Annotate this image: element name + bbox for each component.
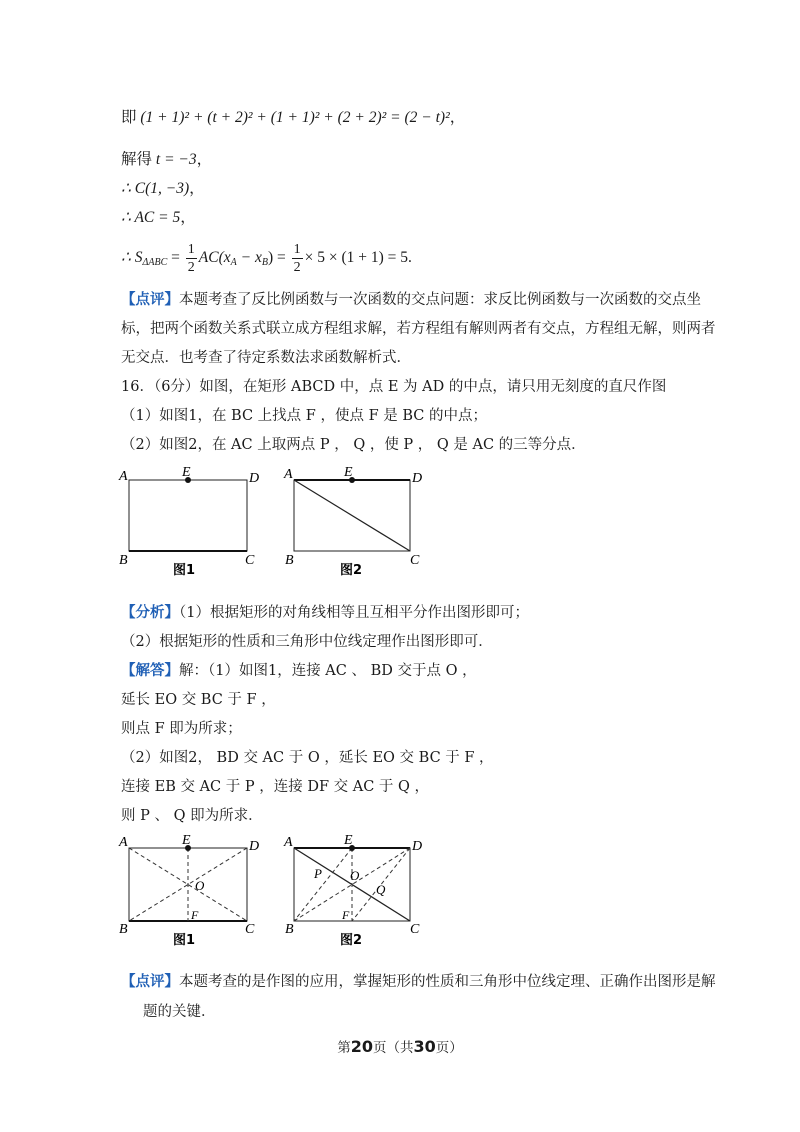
problem16-line2: （1）如图1，在 BC 上找点 F ，使点 F 是 BC 的中点； <box>121 408 487 424</box>
area-sub-b: B <box>261 257 268 268</box>
comment1-text1: 本题考查了反比例函数与一次函数的交点问题：求反比例函数与一次函数的交点坐 <box>179 292 701 308</box>
footer-post: 页） <box>435 1040 463 1056</box>
label-o: O <box>350 868 360 883</box>
label-b: B <box>119 922 128 937</box>
label-a: A <box>119 835 128 850</box>
label-d: D <box>249 839 260 854</box>
label-b: B <box>285 922 294 937</box>
area-fraction-2 <box>292 241 303 276</box>
area-fraction-1 <box>186 241 197 276</box>
label-e: E <box>182 833 191 848</box>
fraction-denominator: 2 <box>187 259 195 275</box>
label-d: D <box>249 471 260 486</box>
comment2-text1: 本题考查的是作图的应用，掌握矩形的性质和三角形中位线定理、正确作出图形是解 <box>179 974 716 990</box>
footer-mid: 页（共 <box>373 1040 414 1056</box>
label-b: B <box>119 553 128 568</box>
answer-line5: 连接 EB 交 AC 于 P ，连接 DF 交 AC 于 Q ， <box>121 779 430 795</box>
problem16-line3: （2）如图2，在 AC 上取两点 P ， Q ，使 P ， Q 是 AC 的三等分点． <box>121 437 586 453</box>
comment1-line2: 标，把两个函数关系式联立成方程组求解，若方程组有解则两者有交点，方程组无解，则两者 <box>121 321 716 337</box>
analysis-line1 <box>121 603 529 623</box>
fraction-numerator: 1 <box>293 241 301 257</box>
answer-line1 <box>121 661 477 681</box>
problem-figure-2 <box>280 460 440 578</box>
point-c-line <box>121 179 205 199</box>
point-c-formula: ∴ C(1, −3) <box>121 180 190 197</box>
label-e: E <box>344 833 353 848</box>
label-d: D <box>412 471 423 486</box>
comment1-line1 <box>121 290 701 310</box>
label-c: C <box>410 553 420 568</box>
answer-tag: 【解答】 <box>121 662 179 679</box>
area-minus: − x <box>236 249 262 266</box>
label-o: O <box>195 878 205 893</box>
answer-line6: 则 P 、 Q 即为所求． <box>121 808 263 824</box>
area-prefix: ∴ S <box>121 249 143 266</box>
area-sub-a: A <box>230 257 237 268</box>
analysis-text1: （1）根据矩形的对角线相等且互相平分作出图形即可； <box>179 605 529 621</box>
label-e: E <box>344 465 353 480</box>
problem-figure-1 <box>115 460 275 578</box>
figure-caption-1: 图1 <box>173 933 196 948</box>
equation-prefix: 即 <box>121 109 137 126</box>
figure-caption-2: 图2 <box>340 933 363 948</box>
label-f: F <box>342 908 350 922</box>
answer-line3: 则点 F 即为所求； <box>121 721 242 737</box>
label-p: P <box>314 866 322 881</box>
label-a: A <box>284 467 293 482</box>
footer-pre: 第 <box>337 1040 351 1056</box>
analysis-tag: 【分析】 <box>121 604 179 621</box>
comment2-line2: 题的关键． <box>143 1004 216 1020</box>
label-c: C <box>245 922 255 937</box>
footer-page-number: 20 <box>350 1037 373 1056</box>
answer-text1: 解：（1）如图1，连接 AC 、 BD 交于点 O ， <box>179 663 477 679</box>
solve-t-line <box>121 150 212 170</box>
comment-tag: 【点评】 <box>121 291 179 308</box>
equation-formula: (1 + 1)² + (t + 2)² + (1 + 1)² + (2 + 2)² = (2 − t)² <box>140 109 450 126</box>
label-c: C <box>410 922 420 937</box>
figure-caption-1: 图1 <box>173 563 196 578</box>
ac-length-line <box>121 208 196 228</box>
answer-figure-1 <box>115 828 275 948</box>
answer-figure-2 <box>280 828 440 948</box>
equation-line <box>121 108 465 128</box>
area-mid: AC(x <box>198 249 231 266</box>
area-tail: × 5 × (1 + 1) = 5 <box>304 249 409 266</box>
comment-tag: 【点评】 <box>121 973 179 990</box>
point-c-suffix: ， <box>189 180 205 197</box>
ac-length-formula: ∴ AC = 5 <box>121 209 181 226</box>
area-eq: = <box>171 249 180 266</box>
label-c: C <box>245 553 255 568</box>
ac-length-suffix: ， <box>180 209 196 226</box>
equation-suffix: ， <box>449 109 466 126</box>
label-q: Q <box>376 882 386 897</box>
area-suffix: . <box>408 249 412 266</box>
comment1-line3: 无交点．也考查了待定系数法求函数解析式． <box>121 350 411 366</box>
label-a: A <box>119 469 128 484</box>
problem16-line1: 16．（6分）如图，在矩形 ABCD 中，点 E 为 AD 的中点，请只用无刻度的直尺作图 <box>121 379 667 395</box>
solve-t-formula: t = −3 <box>155 151 197 168</box>
answer-line4: （2）如图2， BD 交 AC 于 O ，延长 EO 交 BC 于 F ， <box>121 750 494 766</box>
page-footer <box>0 1036 800 1056</box>
label-b: B <box>285 553 294 568</box>
figure-caption-2: 图2 <box>340 563 363 578</box>
area-line <box>121 240 412 281</box>
solve-t-prefix: 解得 <box>121 151 153 168</box>
area-subscript: ΔABC <box>142 257 168 268</box>
label-f: F <box>191 908 199 922</box>
fraction-numerator: 1 <box>187 241 195 257</box>
footer-total-pages: 30 <box>413 1037 436 1056</box>
analysis-line2: （2）根据矩形的性质和三角形中位线定理作出图形即可． <box>121 634 493 650</box>
answer-line2: 延长 EO 交 BC 于 F ， <box>121 692 276 708</box>
solve-t-suffix: ， <box>196 151 213 168</box>
fraction-denominator: 2 <box>293 259 301 275</box>
label-d: D <box>412 839 423 854</box>
comment2-line1 <box>121 972 716 992</box>
area-mid2: ) = <box>267 249 286 266</box>
label-a: A <box>284 835 293 850</box>
label-e: E <box>182 465 191 480</box>
